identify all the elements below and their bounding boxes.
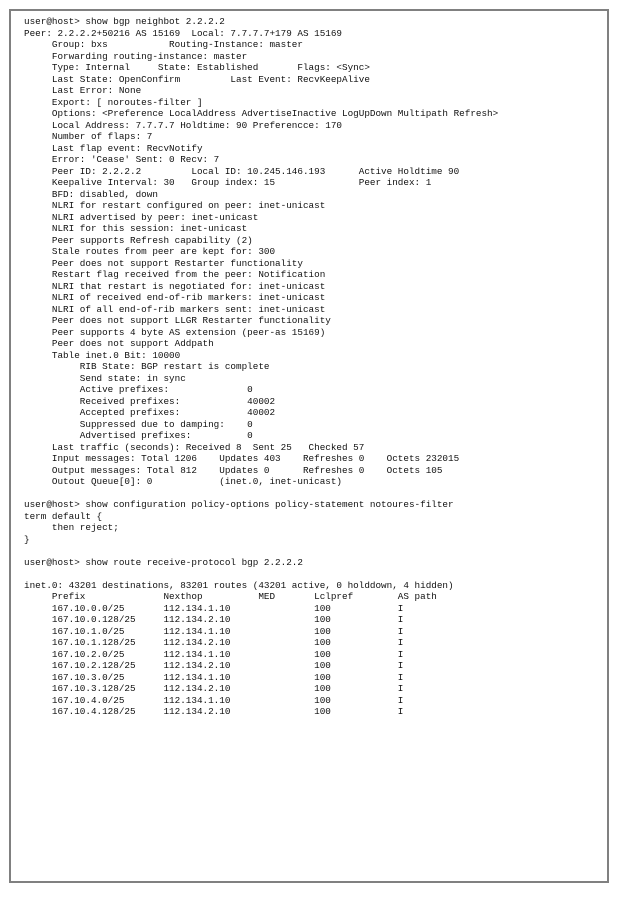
terminal-line: NLRI of all end-of-rib markers sent: inet-unicast [24,303,326,315]
terminal-output [24,16,616,718]
terminal-line: Last Error: None [24,85,142,96]
terminal-line: BFD: disabled, down [24,188,158,200]
terminal-line: Peer supports Refresh capability (2) [24,234,253,246]
terminal-line: 167.10.2.0/25 112.134.1.10 100 I [24,648,404,660]
terminal-line: Last traffic (seconds): Received 8 Sent 25 Checked 57 [24,441,365,453]
terminal-line: Forwarding routing-instance: master [24,50,248,62]
terminal-line: then reject; [24,522,119,533]
terminal-line: Peer ID: 2.2.2.2 Local ID: 10.245.146.193 Active Holdtime 90 [24,165,460,177]
terminal-line: 167.10.4.128/25 112.134.2.10 100 I [24,706,404,717]
terminal-line: NLRI for restart configured on peer: inet-unicast [24,200,326,211]
terminal-line: 167.10.1.128/25 112.134.2.10 100 I [24,637,404,648]
terminal-line: user@host> show route receive-protocol bgp 2.2.2.2 [24,556,303,568]
terminal-line: NLRI advertised by peer: inet-unicast [24,211,259,223]
terminal-line: } [24,533,30,545]
terminal-line: Accepted prefixes: 40002 [24,407,276,418]
terminal-line: Keepalive Interval: 30 Group index: 15 Peer index: 1 [24,177,432,188]
terminal-line: 167.10.0.0/25 112.134.1.10 100 I [24,602,404,614]
terminal-line: Group: bxs Routing-Instance: master [24,39,303,50]
terminal-line: 167.10.1.0/25 112.134.1.10 100 I [24,625,404,637]
terminal-line: 167.10.2.128/25 112.134.2.10 100 I [24,660,404,671]
terminal-line: Prefix Nexthop MED Lclpref AS path [24,591,437,602]
terminal-line: Advertised prefixes: 0 [24,430,253,441]
terminal-line: Error: 'Cease' Sent: 0 Recv: 7 [24,154,220,165]
terminal-line: Peer: 2.2.2.2+50216 AS 15169 Local: 7.7.7.7+179 AS 15169 [24,27,343,39]
terminal-line [24,545,616,557]
terminal-line: 167.10.4.0/25 112.134.1.10 100 I [24,694,404,706]
terminal-line: Send state: in sync [24,372,186,384]
terminal-line: Last State: OpenConfirm Last Event: RecvKeepAlive [24,73,370,85]
terminal-line: Table inet.0 Bit: 10000 [24,349,181,361]
terminal-line [24,568,616,580]
terminal-line: Local Address: 7.7.7.7 Holdtime: 90 Preferencce: 170 [24,119,343,131]
terminal-line: Outout Queue[0]: 0 (inet.0, inet-unicast) [24,476,343,487]
terminal-line: Last flap event: RecvNotify [24,142,203,154]
terminal-line: Peer does not support LLGR Restarter functionality [24,315,331,326]
terminal-line: NLRI for this session: inet-unicast [24,223,248,234]
terminal-line: term default { [24,510,103,522]
terminal-line [24,488,616,500]
terminal-line: 167.10.0.128/25 112.134.2.10 100 I [24,614,404,625]
terminal-line: Peer does not support Addpath [24,338,214,349]
terminal-line: Stale routes from peer are kept for: 300 [24,246,276,257]
terminal-line: Received prefixes: 40002 [24,395,276,407]
terminal-line: Export: [ noroutes-filter ] [24,96,203,108]
terminal-line: inet.0: 43201 destinations, 83201 routes (43201 active, 0 holddown, 4 hidden) [24,579,454,591]
terminal-line: NLRI of received end-of-rib markers: inet-unicast [24,292,326,303]
terminal-line: 167.10.3.128/25 112.134.2.10 100 I [24,683,404,694]
terminal-line: Type: Internal State: Established Flags: <Sync> [24,62,370,73]
terminal-line: Suppressed due to damping: 0 [24,418,253,430]
terminal-window [9,9,609,883]
terminal-line: Peer supports 4 byte AS extension (peer-as 15169) [24,326,326,338]
terminal-line: Number of flaps: 7 [24,131,153,142]
terminal-line: user@host> show configuration policy-options policy-statement notoures-filter [24,499,454,510]
terminal-line: user@host> show bgp neighbot 2.2.2.2 [24,16,225,27]
terminal-line: Peer does not support Restarter functionality [24,257,303,269]
terminal-line: Options: <Preference LocalAddress AdvertiseInactive LogUpDown Multipath Refresh> [24,108,499,119]
terminal-line: Output messages: Total 812 Updates 0 Refreshes 0 Octets 105 [24,464,443,476]
terminal-line: 167.10.3.0/25 112.134.1.10 100 I [24,671,404,683]
terminal-line: Restart flag received from the peer: Notification [24,269,326,280]
terminal-line: NLRI that restart is negotiated for: inet-unicast [24,280,326,292]
terminal-line: Active prefixes: 0 [24,384,253,395]
terminal-line: RIB State: BGP restart is complete [24,361,270,372]
terminal-line: Input messages: Total 1206 Updates 403 Refreshes 0 Octets 232015 [24,453,460,464]
